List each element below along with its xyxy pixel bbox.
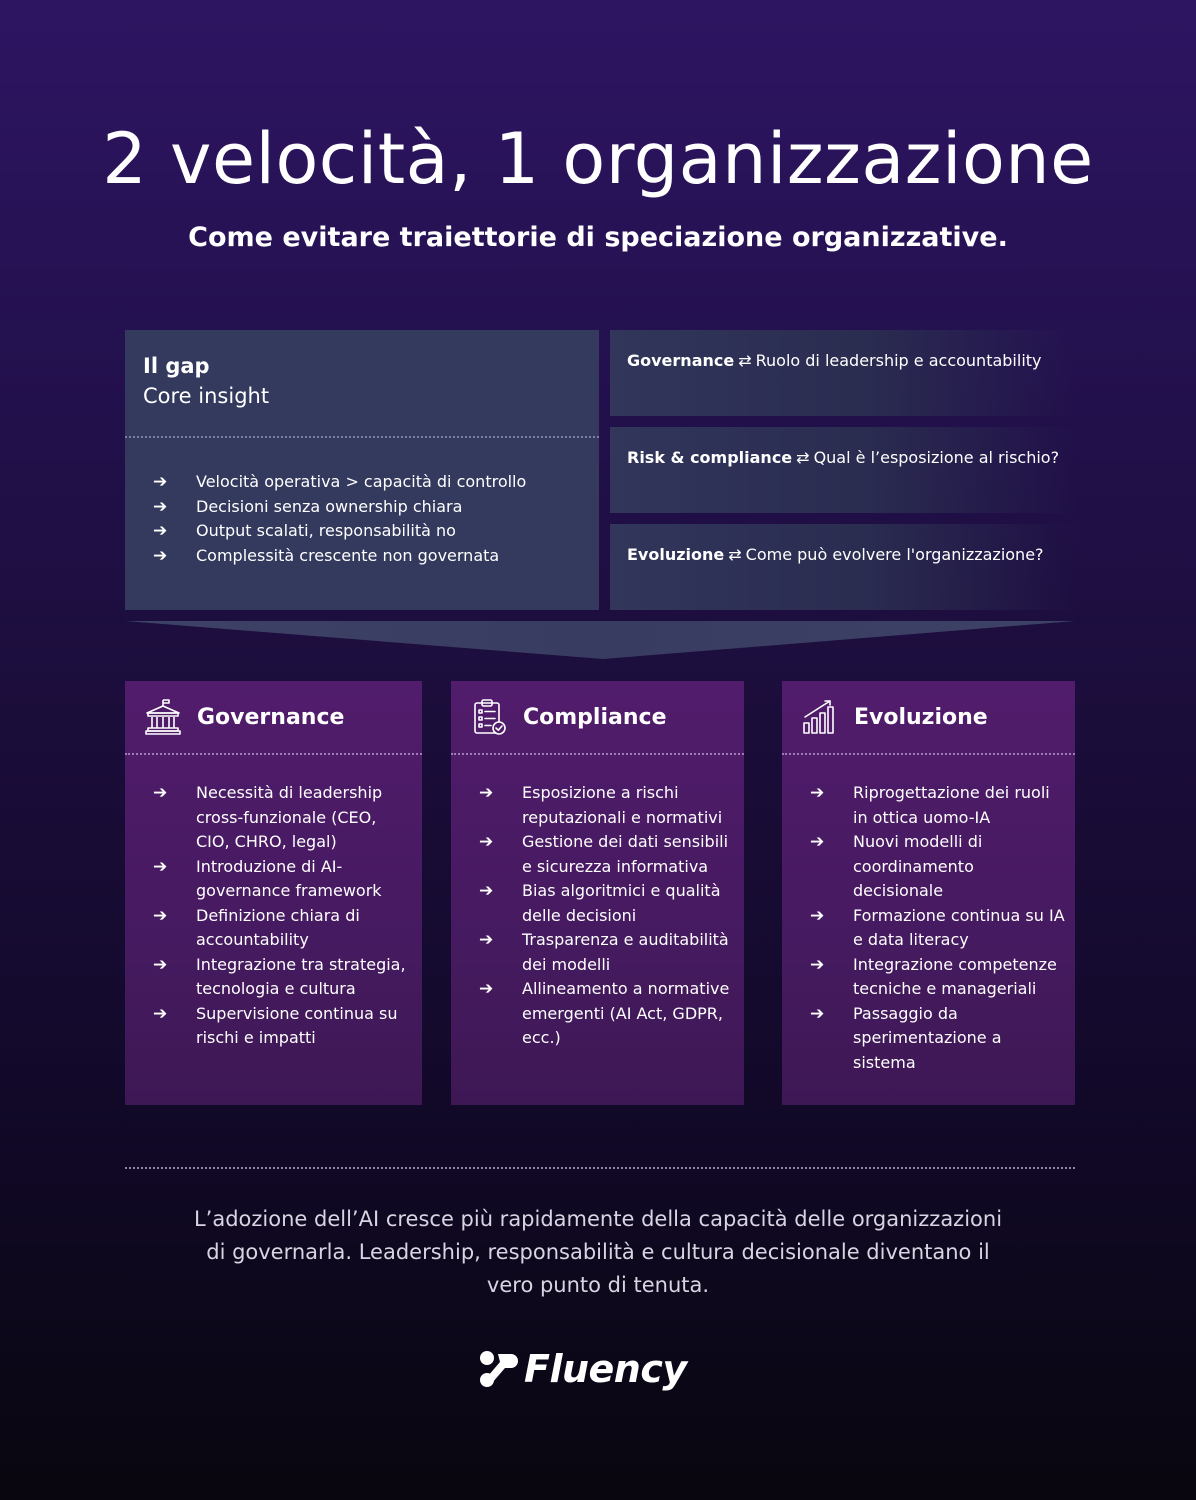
- brand-name: Fluency: [524, 1347, 687, 1391]
- arrow-icon: ➔: [810, 905, 825, 926]
- category-header: [125, 681, 422, 755]
- list-item: [153, 470, 599, 495]
- arrow-icon: ➔: [479, 832, 494, 852]
- question-row-governance: [610, 330, 1076, 416]
- arrow-icon: ➔: [153, 783, 168, 803]
- arrow-icon: ➔: [153, 905, 168, 926]
- arrow-icon: ➔: [153, 496, 168, 517]
- list-item: [153, 904, 412, 953]
- list-item-text: Supervisione continua su rischi e impatti: [196, 1003, 398, 1047]
- list-item-text: Gestione dei dati sensibili e sicurezza informativa: [522, 832, 729, 876]
- list-item: [153, 495, 599, 520]
- category-card-evoluzione: [782, 681, 1075, 1105]
- arrow-icon: ➔: [153, 1003, 168, 1024]
- category-list: [782, 755, 1075, 1075]
- list-item-text: Esposizione a rischi reputazionali e normativi: [522, 783, 723, 827]
- page-subtitle: Come evitare traiettorie di speciazione organizzative.: [188, 222, 1008, 253]
- exchange-icon: ⇄: [738, 351, 752, 370]
- list-item-text: Definizione chiara di accountability: [196, 905, 360, 949]
- clipboard-check-icon: [469, 697, 509, 737]
- question-text: Qual è l’esposizione al rischio?: [813, 448, 1060, 467]
- category-title: Compliance: [523, 704, 667, 730]
- list-item: [153, 855, 412, 904]
- list-item: [810, 781, 1065, 830]
- funnel-arrow-icon: [125, 621, 1075, 661]
- arrow-icon: ➔: [153, 856, 168, 877]
- arrow-icon: ➔: [810, 954, 825, 975]
- list-item: [479, 830, 734, 879]
- list-item: [153, 519, 599, 544]
- list-item-text: Formazione continua su IA e data literacy: [853, 905, 1065, 949]
- list-item-text: Bias algoritmici e qualità delle decisioni: [522, 881, 721, 925]
- arrow-icon: ➔: [810, 783, 825, 803]
- exchange-icon: ⇄: [728, 545, 742, 564]
- list-item-text: Introduzione di AI-governance framework: [196, 856, 382, 900]
- question-label: Evoluzione: [627, 545, 725, 564]
- list-item: [810, 830, 1065, 904]
- question-row-risk: [610, 427, 1076, 513]
- list-item: [479, 928, 734, 977]
- arrow-icon: ➔: [153, 954, 168, 975]
- list-item: [810, 904, 1065, 953]
- list-item-text: Passaggio da sperimentazione a sistema: [853, 1003, 1002, 1072]
- brand-logo: [478, 1346, 687, 1392]
- institution-icon: [143, 697, 183, 737]
- question-text: Ruolo di leadership e accountability: [755, 351, 1042, 370]
- list-item: [153, 781, 412, 855]
- list-item: [479, 879, 734, 928]
- list-item-text: Output scalati, responsabilità no: [196, 521, 456, 540]
- gap-card: [125, 330, 599, 610]
- list-item-text: Nuovi modelli di coordinamento decisionale: [853, 832, 983, 900]
- gap-subtitle: Core insight: [143, 384, 270, 408]
- list-item: [479, 977, 734, 1051]
- category-list: [451, 755, 744, 1051]
- list-item-text: Decisioni senza ownership chiara: [196, 496, 463, 516]
- list-item-text: Allineamento a normative emergenti (AI Act, GDPR, ecc.): [522, 979, 730, 1047]
- arrow-icon: ➔: [153, 545, 168, 566]
- list-item: [810, 1002, 1065, 1076]
- exchange-icon: ⇄: [796, 448, 810, 467]
- list-item: [810, 953, 1065, 1002]
- gap-title: Il gap: [143, 354, 210, 378]
- list-item-text: Complessità crescente non governata: [196, 545, 500, 565]
- category-card-governance: [125, 681, 422, 1105]
- question-text: Come può evolvere l'organizzazione?: [745, 545, 1044, 564]
- list-item-text: Velocità operativa > capacità di controllo: [196, 472, 527, 491]
- fluency-logo-icon: [478, 1349, 518, 1389]
- arrow-icon: ➔: [153, 521, 168, 541]
- category-header: [782, 681, 1075, 755]
- closing-statement: L’adozione dell’AI cresce più rapidamente della capacità delle organizzazioni di governarla. Leadership, responsabilità e cultura decisionale diventano il vero punto di tenuta.: [193, 1207, 1003, 1297]
- arrow-icon: ➔: [810, 1003, 825, 1024]
- arrow-icon: ➔: [479, 783, 494, 803]
- arrow-icon: ➔: [153, 472, 168, 492]
- gap-card-header: [125, 330, 599, 438]
- page-title: 2 velocità, 1 organizzazione: [102, 118, 1094, 200]
- arrow-icon: ➔: [479, 930, 494, 950]
- list-item: [153, 1002, 412, 1051]
- growth-chart-icon: [800, 697, 840, 737]
- list-item: [153, 953, 412, 1002]
- divider: [125, 1167, 1075, 1169]
- category-header: [451, 681, 744, 755]
- list-item-text: Integrazione tra strategia, tecnologia e cultura: [196, 954, 406, 998]
- list-item-text: Trasparenza e auditabilità dei modelli: [522, 930, 729, 974]
- question-row-evoluzione: [610, 524, 1076, 610]
- list-item-text: Integrazione competenze tecniche e manageriali: [853, 954, 1057, 998]
- category-title: Evoluzione: [854, 704, 988, 730]
- question-label: Risk & compliance: [627, 448, 793, 467]
- category-list: [125, 755, 422, 1051]
- list-item: [153, 544, 599, 569]
- list-item-text: Riprogettazione dei ruoli in ottica uomo-IA: [853, 783, 1050, 827]
- arrow-icon: ➔: [479, 881, 494, 901]
- arrow-icon: ➔: [810, 832, 825, 852]
- question-label: Governance: [627, 351, 735, 370]
- arrow-icon: ➔: [479, 979, 494, 999]
- list-item-text: Necessità di leadership cross-funzionale (CEO, CIO, CHRO, legal): [196, 783, 383, 851]
- list-item: [479, 781, 734, 830]
- category-card-compliance: [451, 681, 744, 1105]
- gap-list: [125, 438, 599, 568]
- category-title: Governance: [197, 704, 345, 730]
